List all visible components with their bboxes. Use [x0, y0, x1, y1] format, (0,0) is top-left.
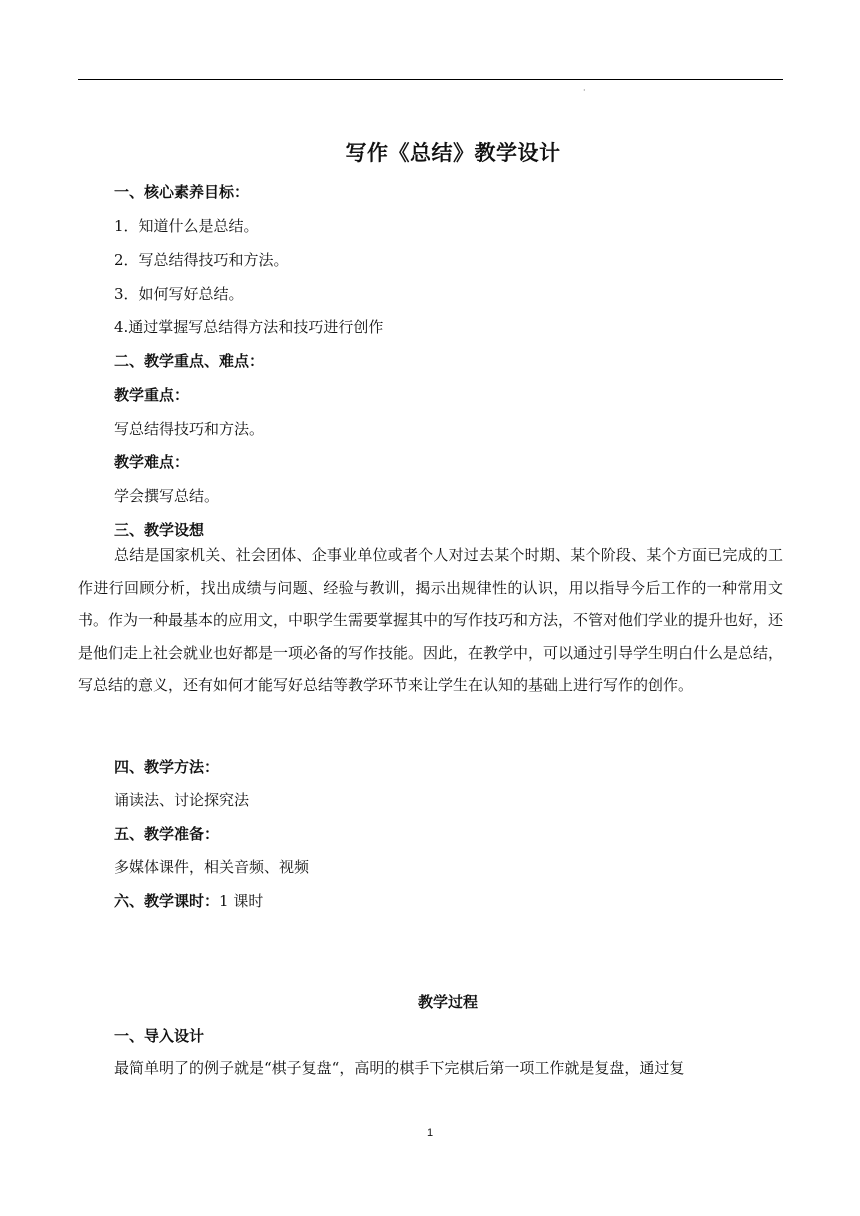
class-hours [114, 890, 263, 912]
header-rule [78, 79, 783, 80]
class-hours-value: 1 课时 [219, 892, 264, 910]
section-heading-goals: 一、核心素养目标： [114, 183, 250, 201]
page-number: 1 [426, 1127, 434, 1139]
key-point-label: 教学重点： [114, 386, 190, 404]
goal-item: 3．如何写好总结。 [114, 285, 244, 303]
key-point-text: 写总结得技巧和方法。 [114, 420, 265, 438]
process-heading: 教学过程 [417, 993, 478, 1011]
preparation-text: 多媒体课件，相关音频、视频 [114, 858, 310, 876]
document-title: 写作《总结》教学设计 [345, 141, 561, 165]
goal-item: 1．知道什么是总结。 [114, 217, 259, 235]
header-mark: · [583, 86, 586, 95]
goal-item: 4.通过掌握写总结得方法和技巧进行创作 [114, 318, 384, 336]
difficulty-label: 教学难点： [114, 453, 190, 471]
concept-paragraph: 总结是国家机关、社会团体、企事业单位或者个人对过去某个时期、某个阶段、某个方面已完成的工作进行回顾分析，找出成绩与问题、经验与教训，揭示出规律性的认识，用以指导今后工作的一种常用文书。作为一种最基本的应用文，中职学生需要掌握其中的写作技巧和方法，不管对他们学业的提升也好，还是他们走上社会就业也好都是一项必备的写作技能。因此，在教学中，可以通过引导学生明白什么是总结，写总结的意义，还有如何才能写好总结等教学环节来让学生在认知的基础上进行写作的创作。 [78, 546, 784, 695]
goal-item: 2．写总结得技巧和方法。 [114, 251, 289, 269]
section-heading-methods: 四、教学方法： [114, 758, 220, 776]
class-hours-label: 六、教学课时： [114, 892, 220, 910]
section-heading-concept: 三、教学设想 [114, 521, 205, 539]
section-heading-key-points: 二、教学重点、难点： [114, 352, 265, 370]
methods-text: 诵读法、讨论探究法 [114, 791, 250, 809]
section-heading-intro: 一、导入设计 [114, 1027, 205, 1045]
intro-text: 最简单明了的例子就是“棋子复盘“，高明的棋手下完棋后第一项工作就是复盘，通过复 [114, 1059, 685, 1077]
section-heading-preparation: 五、教学准备： [114, 825, 220, 843]
difficulty-text: 学会撰写总结。 [114, 487, 220, 505]
